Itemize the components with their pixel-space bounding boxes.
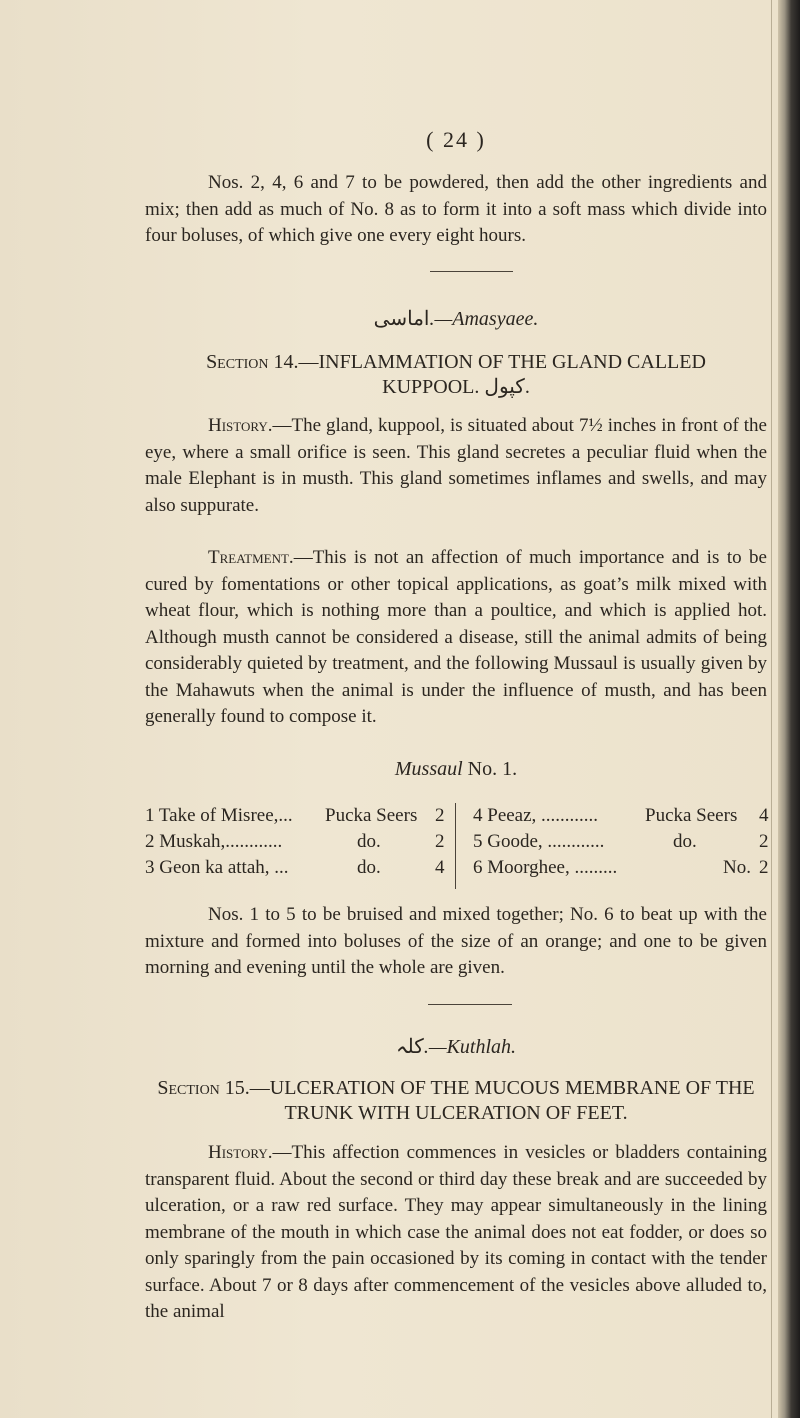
prescription-row: [473, 829, 767, 855]
intro-paragraph: Nos. 2, 4, 6 and 7 to be powdered, then add the other ingredients and mix; then add as much of No. 8 as to form it into a soft mass which divide into four boluses, of which give one every eight hours.: [145, 172, 767, 246]
ingredient-qty: 2: [435, 805, 445, 826]
column-divider: [455, 803, 456, 889]
treatment-label: Treatment.: [208, 547, 294, 568]
section14-subhead: [145, 306, 767, 331]
section15-history: [145, 1140, 767, 1326]
section15-heading-text: 15.—ULCERATION OF THE MUCOUS MEMBRANE OF THE: [219, 1077, 755, 1099]
section14-history: [145, 413, 767, 519]
section14-heading-prefix: Section: [206, 351, 269, 373]
prescription-row: [473, 803, 767, 829]
ingredient-qty: 4: [435, 857, 445, 878]
ingredient-unit: Pucka Seers: [645, 805, 738, 826]
prescription-left-column: [145, 803, 445, 881]
ingredient-qty: 2: [759, 831, 769, 852]
prescription-row: [145, 803, 445, 829]
section14-native-title: اماسی: [373, 308, 430, 330]
section14-heading: [145, 350, 767, 400]
prescription-table: [145, 803, 767, 893]
section14-heading-text2: KUPPOOL. کپول.: [382, 376, 530, 398]
section15-heading-text2: TRUNK WITH ULCERATION OF FEET.: [284, 1102, 628, 1124]
ingredient-name: 3 Geon ka attah, ...: [145, 857, 289, 878]
section15-heading: [145, 1076, 767, 1126]
history-text: —This affection commences in vesicles or bladders containing transparent fluid. About the second or third day these break and are succeeded by ulceration, or a raw red surface. They may appear simultaneously in the lining membrane of the mouth in which case the animal does not eat fodder, or does so only sparingly from the pain occasioned by its coming in contact with the tender surface. About 7 or 8 days after commencement of the vesicles above alluded to, the animal: [145, 1142, 767, 1322]
mussaul-title-word: Mussaul: [394, 758, 463, 780]
ingredient-qty: 4: [759, 805, 769, 826]
section15-latin-title: .—Kuthlah.: [423, 1036, 517, 1058]
history-label: History.: [208, 1142, 273, 1163]
ingredient-unit: do.: [673, 831, 697, 852]
section14-treatment: [145, 545, 767, 731]
ingredient-qty: 2: [435, 831, 445, 852]
section15-native-title: کلہ: [395, 1036, 424, 1058]
ingredient-unit: do.: [357, 857, 381, 878]
page-edge-line: [771, 0, 772, 1418]
page-number: ( 24 ): [426, 127, 486, 152]
section14-latin-title: .—Amasyaee.: [429, 308, 539, 330]
section-divider: [430, 271, 513, 272]
ingredient-unit: do.: [357, 831, 381, 852]
treatment-text: —This is not an affection of much importance and is to be cured by fomentations or other topical applications, as goat’s milk mixed with wheat flour, which is nothing more than a poultice, and which is applied hot. Although musth cannot be considered a disease, still the animal admits of being considerably quieted by treatment, and the following Mussaul is usually given by the Mahawuts when the animal is under the influence of musth, and has been generally found to compose it.: [145, 547, 767, 727]
section-divider: [428, 1004, 512, 1005]
ingredient-name: 2 Muskah,............: [145, 831, 283, 852]
history-text: —The gland, kuppool, is situated about 7½ inches in front of the eye, where a small orifice is seen. This gland secretes a peculiar fluid when the male Elephant is in musth. This gland sometimes inflames and swells, and may also suppurate.: [145, 415, 767, 516]
ingredient-qty: 2: [759, 857, 769, 878]
prescription-row: [473, 855, 767, 881]
mussaul-title-number: No. 1.: [462, 758, 518, 780]
section15-heading-prefix: Section: [157, 1077, 220, 1099]
section15-subhead: [145, 1034, 767, 1059]
mussaul-directions: Nos. 1 to 5 to be bruised and mixed together; No. 6 to beat up with the mixture and formed into boluses of the size of an orange; and one to be given morning and evening until the whole are given.: [145, 904, 767, 978]
ingredient-name: 1 Take of Misree,...: [145, 805, 293, 826]
ingredient-name: 5 Goode, ............: [473, 831, 605, 852]
prescription-row: [145, 855, 445, 881]
history-label: History.: [208, 415, 273, 436]
mussaul-title: [145, 758, 767, 781]
section14-heading-text: 14.—INFLAMMATION OF THE GLAND CALLED: [268, 351, 706, 373]
ingredient-name: 6 Moorghee, .........: [473, 857, 618, 878]
book-binding-edge: [778, 0, 800, 1418]
prescription-right-column: [473, 803, 767, 881]
ingredient-name: 4 Peeaz, ............: [473, 805, 599, 826]
prescription-row: [145, 829, 445, 855]
ingredient-unit: Pucka Seers: [325, 805, 418, 826]
ingredient-unit: No.: [723, 857, 751, 878]
